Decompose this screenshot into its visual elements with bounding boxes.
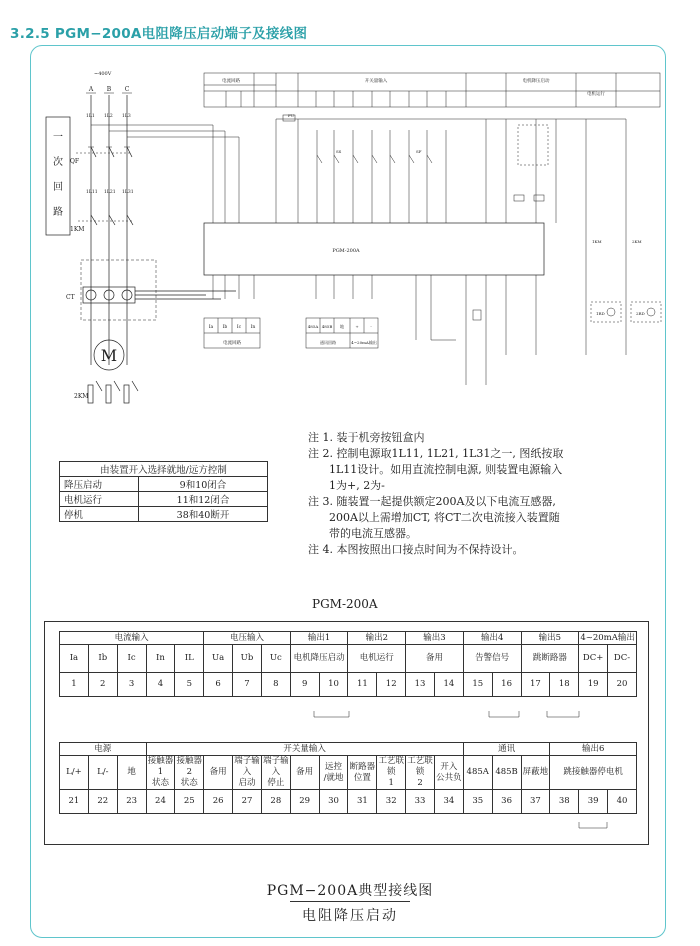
note-line: 1为+, 2为- xyxy=(308,479,385,492)
terminal-signal-cell: 接触器2 状态 xyxy=(176,756,203,788)
ctrl-row-value: 11和12闭合 xyxy=(139,492,268,507)
bt-ia: Ia xyxy=(208,325,214,330)
terminal-number: 4 xyxy=(146,673,175,697)
phase-b-label: B xyxy=(106,86,112,93)
terminal-number: 10 xyxy=(319,673,348,697)
terminal-signal-cell: In xyxy=(146,645,175,673)
terminal-signal-cell: IL xyxy=(175,645,204,673)
terminal-number: 1 xyxy=(60,673,89,697)
bc-plus: + xyxy=(355,324,359,329)
terminal-number: 27 xyxy=(233,790,262,814)
ctrl-row-value: 38和40断开 xyxy=(139,507,268,522)
note-line: 注 3. 随装置一起提供额定200A及以下电流互感器, xyxy=(308,495,556,508)
terminal-block-title: PGM-200A xyxy=(312,597,378,611)
motor-label: M xyxy=(100,346,118,365)
terminal-signal-cell: Ia xyxy=(60,645,89,673)
terminal-signal-cell: L/+ xyxy=(60,756,89,790)
section-title: 3.2.5 PGM−200A电阻降压启动端子及接线图 xyxy=(10,26,308,42)
terminal-group-header: 输出6 xyxy=(550,743,637,756)
header-switch: 开关量输入 xyxy=(364,79,388,84)
terminal-group-header: 电流输入 xyxy=(60,632,204,645)
terminal-number: 14 xyxy=(434,673,463,697)
diagram-title: PGM−200A典型接线图 xyxy=(266,883,434,899)
terminal-number: 18 xyxy=(550,673,579,697)
terminal-bottom-links xyxy=(59,820,637,836)
title-rule xyxy=(290,901,410,902)
terminal-signal-cell: 电机降压启动 xyxy=(290,645,348,673)
1km-label: 1KM xyxy=(70,226,85,233)
terminal-signal-cell: 屏蔽地 xyxy=(521,756,550,790)
bc-485b: 485B xyxy=(321,324,333,329)
fu-label: FU xyxy=(288,113,295,118)
phase-a-label: A xyxy=(88,86,94,93)
2km-label: 2KM xyxy=(74,393,89,400)
terminal-group-header: 电源 xyxy=(60,743,147,756)
terminal-number: 23 xyxy=(117,790,146,814)
wire-label: 1L3 xyxy=(122,114,131,119)
ss-label: SS xyxy=(336,149,342,154)
terminal-number: 11 xyxy=(348,673,377,697)
sf-label: SF xyxy=(416,149,422,154)
bt-ib: Ib xyxy=(222,325,228,330)
note-line: 带的电流互感器。 xyxy=(308,527,417,540)
terminal-bottom-table xyxy=(59,742,637,814)
qf-label: QF xyxy=(70,158,80,165)
terminal-number: 29 xyxy=(290,790,319,814)
device-label: PGM-200A xyxy=(332,248,360,254)
terminal-number: 8 xyxy=(261,673,290,697)
note-line: 注 1. 装于机旁按钮盒内 xyxy=(308,431,425,444)
terminal-signal-cell: 端子输入 启动 xyxy=(234,756,260,788)
terminal-number: 38 xyxy=(550,790,579,814)
table-row xyxy=(60,492,268,507)
wire-label: 1L2 xyxy=(104,114,113,119)
terminal-number: 21 xyxy=(60,790,89,814)
terminal-signal-cell: 地 xyxy=(117,756,146,790)
terminal-signal-cell: 断路器 位置 xyxy=(348,756,377,790)
terminal-number: 6 xyxy=(204,673,233,697)
1rd-label: 1RD xyxy=(596,311,605,316)
terminal-signal-cell: 接触器1 状态 xyxy=(147,756,174,788)
ct-label: CT xyxy=(66,294,75,301)
wire-label: 1L31 xyxy=(122,190,134,195)
ctrl-row-name: 降压启动 xyxy=(60,477,139,492)
terminal-signal-cell: Ib xyxy=(88,645,117,673)
2rd-label: 2RD xyxy=(636,311,645,316)
terminal-signal-cell: 备用 xyxy=(406,645,464,673)
table-row xyxy=(60,477,268,492)
terminal-number: 22 xyxy=(88,790,117,814)
terminal-number: 2 xyxy=(88,673,117,697)
terminal-signal-cell: 485A xyxy=(463,756,492,790)
bc-comm-caption: 通讯回路 xyxy=(320,340,336,345)
terminal-signal-cell: Ua xyxy=(204,645,233,673)
terminal-group-header: 输出3 xyxy=(406,632,464,645)
note-line: 1L11设计。如用直流控制电源, 则装置电源输入 xyxy=(308,463,563,476)
terminal-number: 12 xyxy=(377,673,406,697)
table-row xyxy=(60,507,268,522)
terminal-number: 24 xyxy=(146,790,175,814)
terminal-number: 37 xyxy=(521,790,550,814)
phase-c-label: C xyxy=(124,86,130,93)
note-line: 注 4. 本图按照出口接点时间为不保持设计。 xyxy=(308,543,524,556)
notes-block xyxy=(308,430,668,558)
terminal-number: 40 xyxy=(608,790,637,814)
terminal-number: 35 xyxy=(463,790,492,814)
terminal-number: 15 xyxy=(463,673,492,697)
bt-ic: Ic xyxy=(236,325,242,330)
ctrl-table-title: 由装置开入选择就地/远方控制 xyxy=(60,462,268,477)
ctrl-row-name: 电机运行 xyxy=(60,492,139,507)
header-current: 电流回路 xyxy=(222,79,240,84)
terminal-signal-cell: 告警信号 xyxy=(463,645,521,673)
terminal-group-header: 输出5 xyxy=(521,632,579,645)
terminal-number: 36 xyxy=(492,790,521,814)
qf-contacts xyxy=(91,147,132,157)
terminal-signal-cell: Uc xyxy=(261,645,290,673)
terminal-group-header: 输出4 xyxy=(463,632,521,645)
terminal-signal-cell: DC+ xyxy=(579,645,608,673)
ctrl-row-name: 停机 xyxy=(60,507,139,522)
terminal-number: 33 xyxy=(406,790,435,814)
terminal-number: 17 xyxy=(521,673,550,697)
primary-label-char: 路 xyxy=(53,207,63,218)
terminal-signal-cell: 备用 xyxy=(204,756,233,790)
terminal-number: 13 xyxy=(406,673,435,697)
bc-485a: 485A xyxy=(307,324,319,329)
terminal-number: 31 xyxy=(348,790,377,814)
terminal-group-header: 电压输入 xyxy=(204,632,291,645)
header-output: 电机降压启动 xyxy=(522,79,550,84)
terminal-signal-cell: Ub xyxy=(233,645,262,673)
primary-label-char: 次 xyxy=(53,157,63,168)
terminal-group-header: 开关量输入 xyxy=(146,743,463,756)
terminal-number: 26 xyxy=(204,790,233,814)
terminal-top-links xyxy=(59,709,637,725)
header-motor-run: 电机运行 xyxy=(587,92,605,97)
wire-label: 1L11 xyxy=(86,190,98,195)
terminal-signal-cell: L/- xyxy=(88,756,117,790)
terminal-number: 9 xyxy=(290,673,319,697)
wiring-schematic xyxy=(36,55,666,425)
bc-minus: - xyxy=(370,324,372,329)
bt-current-caption: 电流回路 xyxy=(223,341,241,346)
terminal-signal-cell: 端子输入 停止 xyxy=(263,756,289,788)
terminal-number: 3 xyxy=(117,673,146,697)
bc-ground: 地 xyxy=(340,324,344,329)
terminal-number: 19 xyxy=(579,673,608,697)
note-line: 注 2. 控制电源取1L11, 1L21, 1L31之一, 图纸按取 xyxy=(308,447,564,460)
primary-label-char: 一 xyxy=(53,132,63,143)
terminal-signal-cell: 跳断路器 xyxy=(521,645,579,673)
terminal-group-header: 输出2 xyxy=(348,632,406,645)
wire-label: 1L21 xyxy=(104,190,116,195)
bt-in: In xyxy=(250,325,256,330)
terminal-signal-cell: 开入 公共负 xyxy=(434,756,463,790)
terminal-signal-cell: 485B xyxy=(492,756,521,790)
terminal-number: 28 xyxy=(261,790,290,814)
terminal-number: 20 xyxy=(608,673,637,697)
voltage-label: ~400V xyxy=(94,71,112,77)
terminal-signal-cell: 跳接触器停电机 xyxy=(550,756,637,790)
terminal-signal-cell: Ic xyxy=(117,645,146,673)
terminal-signal-cell: 远控 /就地 xyxy=(319,756,348,790)
primary-label-char: 回 xyxy=(53,182,63,193)
terminal-signal-cell: 电机运行 xyxy=(348,645,406,673)
wire-label: 1L1 xyxy=(86,114,95,119)
terminal-signal-cell: DC- xyxy=(608,645,637,673)
terminal-number: 30 xyxy=(319,790,348,814)
pgm-device-block xyxy=(204,223,544,275)
terminal-signal-cell: 备用 xyxy=(290,756,319,790)
terminal-number: 39 xyxy=(579,790,608,814)
terminal-group-header: 4~20mA输出 xyxy=(580,632,635,643)
terminal-number: 32 xyxy=(377,790,406,814)
terminal-group-header: 输出1 xyxy=(290,632,348,645)
diagram-subtitle: 电阻降压启动 xyxy=(302,908,398,924)
terminal-signal-cell: 工艺联锁 1 xyxy=(378,756,404,788)
ctrl-row-value: 9和10闭合 xyxy=(139,477,268,492)
terminal-number: 16 xyxy=(492,673,521,697)
bc-analog-caption: 4~20mA输出 xyxy=(351,340,377,345)
control-selection-table xyxy=(59,461,268,522)
note-line: 200A以上需增加CT, 将CT二次电流接入装置随 xyxy=(308,511,560,524)
terminal-signal-cell: 工艺联锁 2 xyxy=(407,756,433,788)
terminal-number: 34 xyxy=(434,790,463,814)
terminal-number: 25 xyxy=(175,790,204,814)
terminal-number: 7 xyxy=(233,673,262,697)
terminal-group-header: 通讯 xyxy=(463,743,550,756)
terminal-top-table xyxy=(59,631,637,697)
km2-coil-label: 2KM xyxy=(632,239,642,244)
km1-coil-label: 1KM xyxy=(592,239,602,244)
terminal-number: 5 xyxy=(175,673,204,697)
